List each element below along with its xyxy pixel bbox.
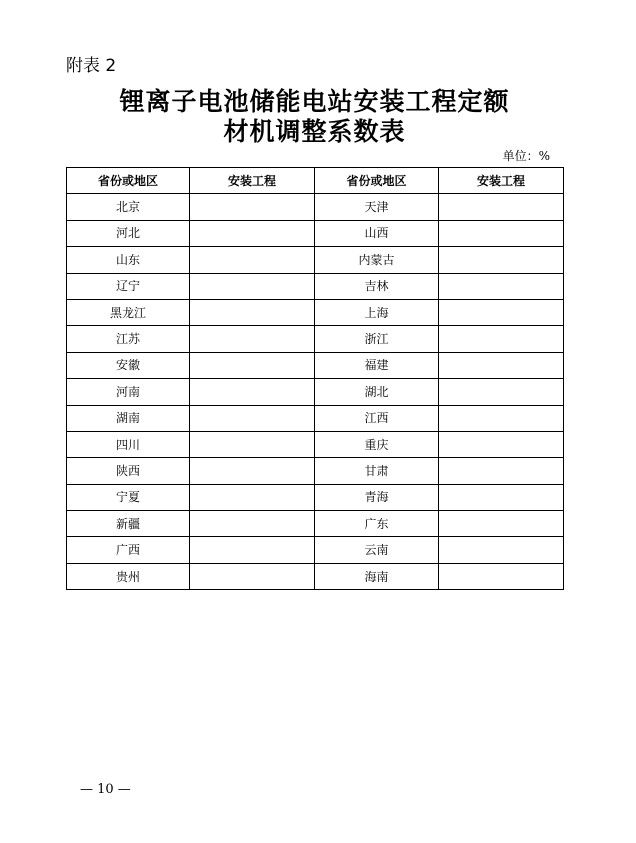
table-row [67, 511, 564, 537]
table-row [67, 431, 564, 457]
region-cell-right: 云南 [315, 537, 439, 563]
region-cell-left: 陕西 [67, 458, 190, 484]
table-row [67, 537, 564, 563]
installation-value-cell-left [190, 299, 315, 325]
table-row [67, 194, 564, 220]
region-cell-right: 天津 [315, 194, 439, 220]
column-header-installation-right: 安装工程 [439, 168, 564, 194]
installation-value-cell-right [439, 352, 564, 378]
installation-value-cell-left [190, 273, 315, 299]
installation-value-cell-left [190, 431, 315, 457]
region-cell-right: 上海 [315, 299, 439, 325]
unit-label: 单位：% [502, 149, 550, 163]
column-header-installation-left: 安装工程 [190, 168, 315, 194]
region-cell-right: 广东 [315, 511, 439, 537]
table-row [67, 379, 564, 405]
region-cell-left: 新疆 [67, 511, 190, 537]
installation-value-cell-right [439, 326, 564, 352]
installation-value-cell-right [439, 299, 564, 325]
region-cell-right: 甘肃 [315, 458, 439, 484]
table-row [67, 352, 564, 378]
installation-value-cell-left [190, 379, 315, 405]
region-cell-left: 广西 [67, 537, 190, 563]
table-row [67, 458, 564, 484]
region-cell-right: 江西 [315, 405, 439, 431]
region-cell-left: 黑龙江 [67, 299, 190, 325]
installation-value-cell-right [439, 484, 564, 510]
document-title-line-1: 锂离子电池储能电站安装工程定额 [119, 87, 510, 116]
installation-value-cell-right [439, 431, 564, 457]
installation-value-cell-left [190, 405, 315, 431]
attachment-label: 附表 2 [66, 56, 117, 76]
region-cell-right: 吉林 [315, 273, 439, 299]
installation-value-cell-right [439, 194, 564, 220]
table-body [67, 194, 564, 590]
installation-value-cell-right [439, 220, 564, 246]
region-cell-left: 宁夏 [67, 484, 190, 510]
installation-value-cell-right [439, 511, 564, 537]
installation-value-cell-left [190, 352, 315, 378]
installation-value-cell-left [190, 220, 315, 246]
installation-value-cell-left [190, 458, 315, 484]
table-row [67, 484, 564, 510]
installation-value-cell-right [439, 405, 564, 431]
table-row [67, 220, 564, 246]
region-cell-right: 重庆 [315, 431, 439, 457]
installation-value-cell-right [439, 458, 564, 484]
installation-value-cell-left [190, 511, 315, 537]
installation-value-cell-right [439, 247, 564, 273]
table-row [67, 273, 564, 299]
table-row [67, 299, 564, 325]
installation-value-cell-left [190, 247, 315, 273]
region-cell-right: 福建 [315, 352, 439, 378]
region-cell-right: 浙江 [315, 326, 439, 352]
region-cell-left: 河北 [67, 220, 190, 246]
installation-value-cell-left [190, 326, 315, 352]
region-cell-left: 辽宁 [67, 273, 190, 299]
installation-value-cell-right [439, 273, 564, 299]
table-row [67, 405, 564, 431]
region-cell-right: 内蒙古 [315, 247, 439, 273]
table-row [67, 563, 564, 589]
region-cell-left: 湖南 [67, 405, 190, 431]
region-cell-right: 湖北 [315, 379, 439, 405]
installation-value-cell-left [190, 537, 315, 563]
table-row [67, 247, 564, 273]
installation-value-cell-right [439, 563, 564, 589]
column-header-region-left: 省份或地区 [67, 168, 190, 194]
installation-value-cell-right [439, 379, 564, 405]
region-cell-right: 海南 [315, 563, 439, 589]
region-cell-left: 江苏 [67, 326, 190, 352]
table-row [67, 326, 564, 352]
region-cell-left: 安徽 [67, 352, 190, 378]
installation-value-cell-left [190, 194, 315, 220]
region-cell-left: 贵州 [67, 563, 190, 589]
region-cell-left: 河南 [67, 379, 190, 405]
installation-value-cell-right [439, 537, 564, 563]
installation-value-cell-left [190, 563, 315, 589]
installation-value-cell-left [190, 484, 315, 510]
page-number: — 10 — [80, 782, 131, 797]
document-title-line-2: 材机调整系数表 [223, 117, 406, 146]
table-header-row [67, 168, 564, 194]
region-cell-left: 北京 [67, 194, 190, 220]
column-header-region-right: 省份或地区 [315, 168, 439, 194]
region-cell-right: 青海 [315, 484, 439, 510]
adjustment-coefficient-table [66, 167, 564, 590]
region-cell-left: 山东 [67, 247, 190, 273]
region-cell-left: 四川 [67, 431, 190, 457]
region-cell-right: 山西 [315, 220, 439, 246]
